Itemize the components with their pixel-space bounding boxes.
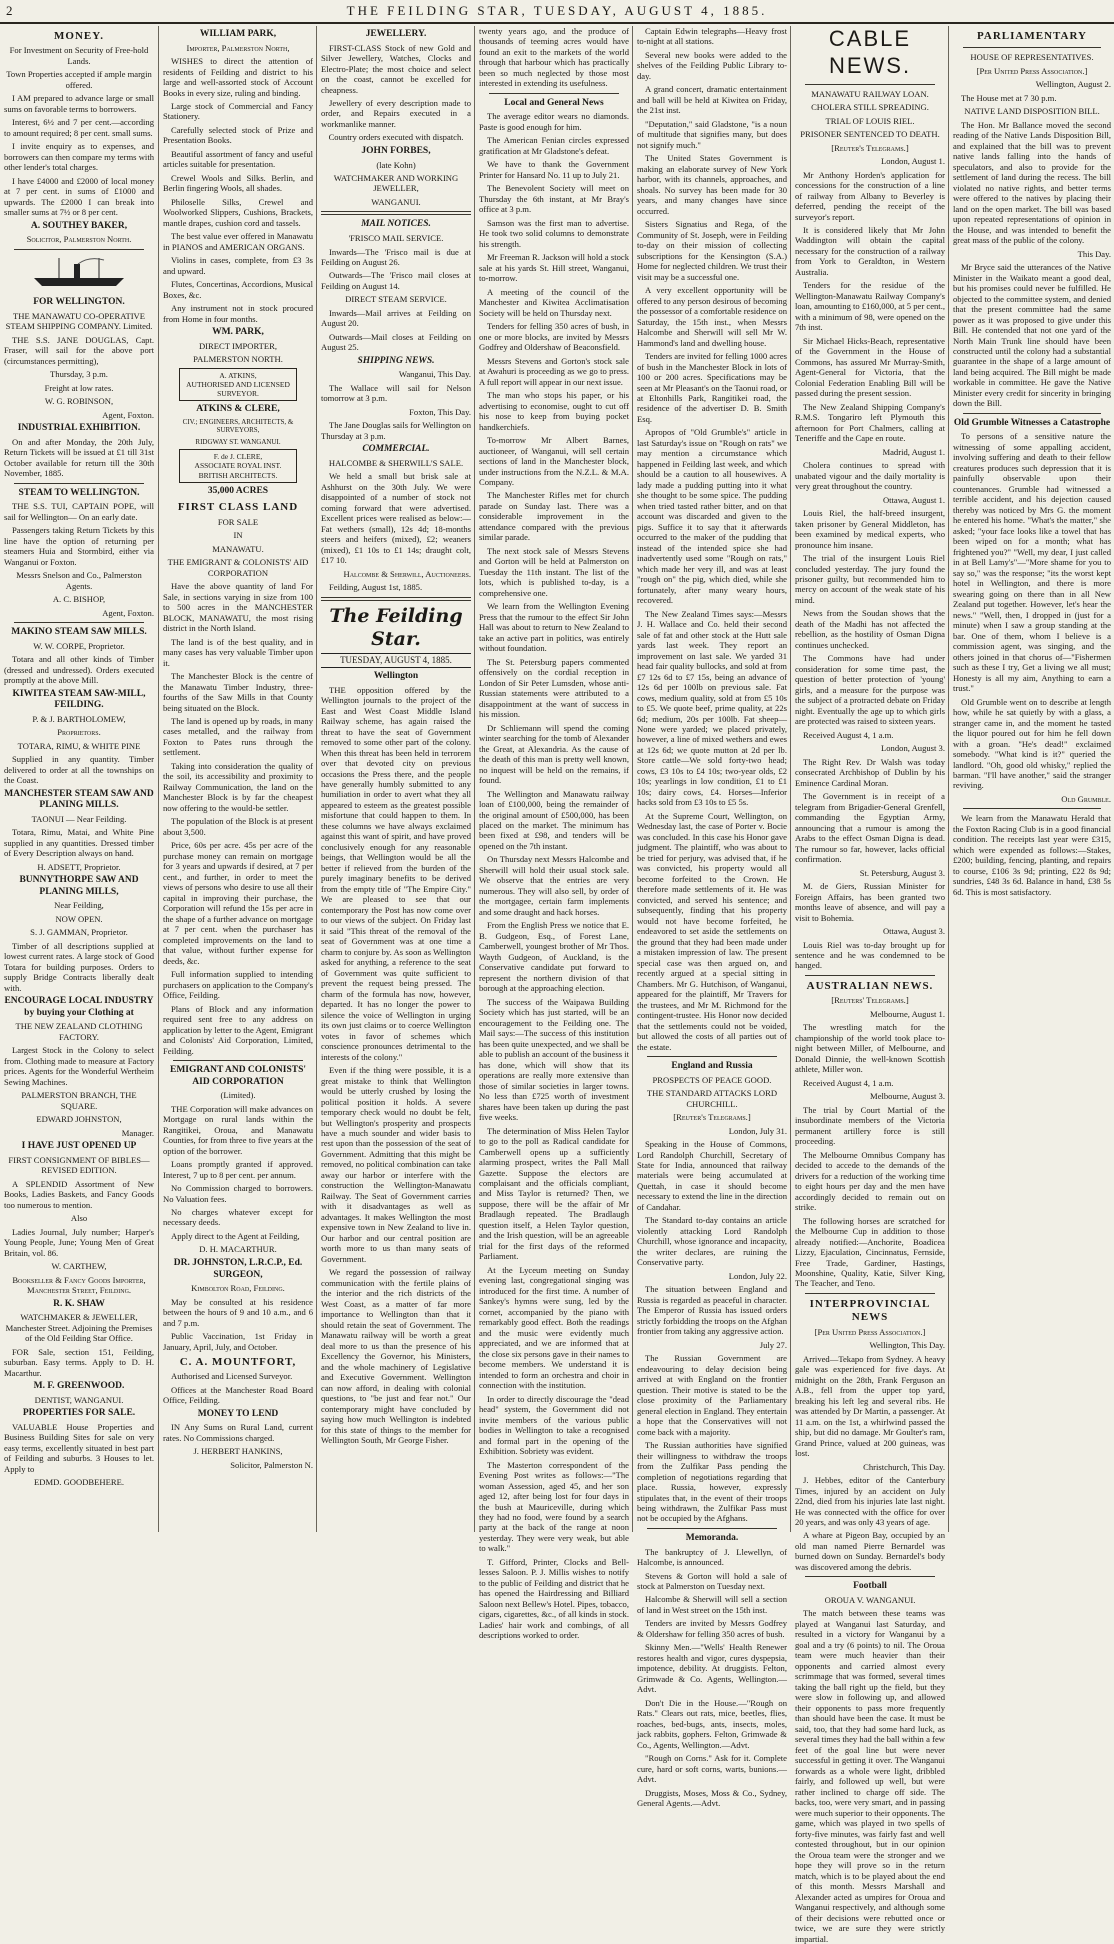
ad-name: DR. JOHNSTON, L.R.C.P., Ed. SURGEON,	[173, 1257, 303, 1280]
subheading: [Reuter's Telegrams.]	[831, 142, 909, 153]
dateline: Wellington, This Day.	[869, 1340, 945, 1351]
ad-name: EMIGRANT AND COLONISTS' AID CORPORATION	[169, 1065, 307, 1087]
ad-name: PROPERTIES FOR SALE.	[22, 1408, 136, 1419]
article-text: Foxton, This Day.	[409, 406, 471, 417]
subheading: TRIAL OF LOUIS RIEL.	[825, 115, 915, 126]
news-item: The trial of the insurgent Louis Riel concluded yesterday. The jury found the prisoner guilty, but recommended him to mercy on account of the weak state of his mind.	[795, 553, 945, 605]
news-item: J. Hebbes, editor of the Canterbury Times, injured by an accident on July 22nd, died from his injuries late last night. He was connected with the office for over 20 years, and was only 43 years of age.	[795, 1475, 945, 1527]
ad-text: Carefully selected stock of Prize and Presentation Books.	[163, 124, 313, 146]
subheading: OROUA V. WANGANUI.	[824, 1595, 916, 1605]
article-text: Old Grumble.	[1061, 793, 1111, 804]
article-text: To persons of a sensitive nature the witnessing of some appalling accident, involving suffering and death to their fellow creatures produces such depression that it is painfully observable upon their countenances. Grumble had witnessed a terrible accident, and his dejection caused thereby was noticed by Mrs G. the moment he entered his home. "What's the matter," she asked; "your face looks like a towel that has been wiped on for a month; what has frightened you?" "Well, my dear, I just called in at Bell Lamy's"—"More shame for you to say so," was the response; "its the worst kept hotel in Wellington, and there is more swearing going on there than in all New Zealand put together. However, let's hear the news." "Well, then, I dropped in (just for a minute) when I saw a group standing at the bar. One of them, whom I believe is a commission agent, was singing, and the others joined in that chorus of—"Fishermen such as these I try, Get a living we all must; Honesty is all my aim, Anything to earn a trust."	[953, 431, 1111, 694]
ad-text: Crewel Wools and Silks. Berlin, and Berlin fingering Wools, all shades.	[163, 172, 313, 194]
ad-text: Offices at the Manchester Road Board Office, Feilding.	[163, 1384, 313, 1406]
masthead	[0, 0, 1114, 24]
ad-text: Solicitor, Palmerston N.	[230, 1459, 313, 1470]
news-item: Mr Bryce said the utterances of the Native Minister in the Waikato meant a good deal, but his promises could never be fulfilled. He objected to the committee system, and denied that the present committee had the same power as it was proposed to give under this Bill. He contended that not one yard of the North Main Trunk line should have been constructed until the colony had a substantial guarantee in the shape of a large amount of land being acquired. The Bill might be made workable in committee. He gave the Native Minister every credit for sincerity in bringing down the Bill.	[953, 262, 1111, 409]
news-item: It is considered likely that Mr John Waddington will obtain the capital necessary for the construction of a railway from York to Geraldton, in Western Australia.	[795, 224, 945, 277]
dateline: Christchurch, This Day.	[863, 1461, 945, 1472]
ad-name: STEAM TO WELLINGTON.	[18, 487, 140, 498]
news-item: Mr Anthony Horden's application for concessions for the construction of a line of railway from Albany to Beverley is deferred, pending the receipt of the surveyor's report.	[795, 169, 945, 222]
news-item: Louis Riel was to-day brought up for sentence and he was condemned to be hanged.	[795, 939, 945, 971]
ad-text: Supplied in any quantity. Timber delivered to order at all the townships on the Coast.	[4, 754, 154, 786]
news-item: The Hon. Mr Ballance moved the second reading of the Native Lands Disposition Bill, and explained that the bill was to prevent native lands falling into the hands of speculators, and also to provide for the settlement of land during the recess. The bill violated no native rights, and better terms were offered to the natives by placing their land on the open market. The bill was based upon repeated representations of opinion in the House, and was intended to benefit the great mass of the public of the colony.	[953, 119, 1111, 246]
ad-text: I have £4000 and £2000 of local money at 7 per cent. in sums of £1000 and upwards. The £2000 I can break into smaller sums at 7½ or 8 per cent.	[4, 175, 154, 218]
ad-text: Loans promptly granted if approved. Interest, 7 up to 8 per cent. per annum.	[163, 1159, 313, 1180]
ad-name: INDUSTRIAL EXHIBITION.	[17, 423, 141, 434]
ad-text: W. W. CORPE, Proprietor.	[33, 640, 125, 651]
ad-text: Passengers taking Return Tickets by this line have the option of returning per steamers Huia and Stormbird, either via Wanganui or Foxton.	[4, 525, 154, 567]
article-text: Outwards—The 'Frisco mail closes at Feilding on August 14.	[321, 270, 471, 291]
news-item: Skinny Men.—"Wells' Health Renewer restores health and vigor, cures dyspepsia, impotence, debility. At druggists. Felton, Grimwade & Co. Agents, Wellington.—Advt.	[637, 1642, 787, 1695]
section-heading: Football	[853, 1581, 887, 1592]
ad-text: H. ADSETT, Proprietor.	[37, 861, 121, 872]
news-item: The success of the Waipawa Building Society which has just started, will be an encouragement to the Feilding one. The Mail says:—The success of this institution has been quite unexpected, and we shall be able to publish an account of the business it has done, which will show that its operations are really more extensive than those of similar societies in larger towns. No less than £725 worth of investment shares have been taken up during the past five weeks.	[479, 996, 629, 1123]
ad-text: Thursday, 3 p.m.	[50, 369, 108, 380]
ad-name: M. F. GREENWOOD.	[33, 1381, 125, 1392]
article-text: twenty years ago, and the produce of thousands of teeming acres would have found an exit to the markets of the world through that harbour which has practically been so much neglected by those most interested in extending its usefulness.	[479, 26, 629, 89]
divider	[647, 1528, 777, 1529]
ad-text: The population of the Block is at present about 3,500.	[163, 816, 313, 837]
subheading: PROSPECTS OF PEACE GOOD.	[652, 1074, 772, 1085]
article-text: Halcombe & Sherwill, Auctioneers.	[343, 568, 471, 579]
news-item: Messrs Stevens and Gorton's stock sale at Awahuri is proceeding as we go to press. A full report will appear in our next issue.	[479, 355, 629, 387]
column-7	[948, 26, 1111, 1532]
ad-name: ATKINS & CLERE,	[196, 404, 280, 415]
ad-text: EDWARD JOHNSTON,	[36, 1114, 122, 1125]
news-item: Apropos of "Old Grumble's" article in last Saturday's issue on "Rough on rats" we may mention a circumstance which happened in Feilding last week, and which should be a caution to all housewives. A lady made a pudding putting into it what she thought to be some spice. The pudding when tried tasted rather bitter, and on that account was discarded and given to the pigs. Suffice it to say that it afterwards occurred to the maker of the pudding that instead of the intended spice she had inadvertently used some "Rough on rats," which made her very ill, and was at least "rough on" the pig, which died, while she fortunately, after many weary hours, recovered.	[637, 427, 787, 606]
news-item: The Melbourne Omnibus Company has decided to accede to the demands of the drivers for a reduction of the working time to eight hours per day and the men have accordingly decided to remain out on strike.	[795, 1149, 945, 1213]
news-item: At the Lyceum meeting on Sunday evening last, congregational singing was introduced for the first time. A number of Sankey's hymns were sung, led by the cornet, accompanied by the piano with remarkably good effect. Both the readings and the music were evidently much appreciated, and we are informed that at the close six persons gave in their names to become members. We understand it is intended to form an orchestra and choir in connection with the institution.	[479, 1264, 629, 1391]
ad-name: KIWITEA STEAM SAW-MILL, FEILDING.	[12, 688, 146, 711]
atkins-card	[179, 368, 297, 401]
page-number: 2	[6, 3, 13, 18]
ad-name: ENCOURAGE LOCAL INDUSTRY by buying your Clothing at	[4, 996, 154, 1018]
ad-text: THE S.S. TUI, CAPTAIN POPE, will sail for Wellington— On an early date.	[4, 501, 154, 522]
ad-text: Timber of all descriptions supplied at lowest current rates. A large stock of Good Totara for building purposes. Orders to supply Bridge Contracts liberally dealt with.	[4, 940, 154, 993]
news-item: The Wellington and Manawatu railway loan of £100,000, being the remainder of the original amount of £500,000, has been placed on the market. The minimum has been fixed at £98, and tenders will be opened on the 7th instant.	[479, 788, 629, 851]
news-item: The situation between England and Russia is regarded as peaceful in character. The Emperor of Russia has issued orders strictly forbidding the troops on the Afghan frontier from taking any aggressive action.	[637, 1284, 787, 1337]
news-item: The Masterton correspondent of the Evening Post writes as follows:—"The woman Assession, aged 45, and her son aged 12, after being lost for four days in the bush at Mauriceville, during which they had no food, were found by a search party at the back of the range at noon yesterday. They were very weak, but able to walk."	[479, 1459, 629, 1554]
dateline: Received August 4, 1 a.m.	[803, 729, 894, 740]
ad-name: C. A. MOUNTFORT,	[179, 1356, 297, 1368]
news-item: Tenders for the residue of the Wellington-Manawatu Railway Company's loan, amounting to £160,000, at 5 per cent., with a minimum of 98, were opened on the 7th inst.	[795, 280, 945, 333]
ad-text: Agent, Foxton.	[102, 409, 154, 420]
section-heading: MAIL NOTICES.	[361, 219, 431, 230]
masthead-title: THE FEILDING STAR, TUESDAY, AUGUST 4, 1885.	[346, 3, 768, 18]
ad-text: DENTIST, WANGANUI.	[34, 1394, 124, 1405]
news-item: The St. Petersburg papers commented offensively on the cordial reception in London of Sir Peter Lumsden, whose anti-Russian statements were attributed to a disappointment at the want of success in his mission.	[479, 656, 629, 720]
dateline: Wellington, August 2.	[1035, 79, 1111, 90]
news-item: Arrived—Tekapo from Sydney. A heavy gale was experienced for five days. At midnight on the 28th, Frank Ferguson an A.B., fell from the upper top yard, breaking his left leg and several ribs. He was attended by Dr Martin, a passenger. At 11 a.m. on the 1st, a whirlwind passed the ship, but did no damage. Mr Goulter's ram, Grand Prince, valued at 200 guineas, was lost.	[795, 1353, 945, 1459]
ad-text: Any instrument not in stock procured from Home in four months.	[163, 303, 313, 324]
section-heading: SHIPPING NEWS.	[357, 355, 435, 366]
divider	[963, 47, 1101, 48]
ad-text: FOR Sale, section 151, Feilding, suburban. Easy terms. Apply to D. H. Macarthur.	[4, 1346, 154, 1378]
divider	[805, 975, 935, 976]
ad-text: Proprietors.	[57, 727, 101, 738]
columns	[4, 26, 1111, 1944]
subheading: HOUSE OF REPRESENTATIVES.	[970, 52, 1094, 63]
news-item: The determination of Miss Helen Taylor to go to the poll as Radical candidate for Camberwell opens up a sufficiently alarming prospect, writes the Pall Mall Gazette. Suppose the electors are complaisant and the officials compliant, and Miss Taylor is returned? Then, we suppose, there will be the affair of Mr Bradlaugh repeated. The Bradlaugh question itself, a Helen Taylor question, and the Irish question, will be an agreeable trial for the first days of the reformed Parliament.	[479, 1125, 629, 1262]
ad-text: Agent, Foxton.	[102, 607, 154, 618]
news-item: The New Zealand Times says:—Messrs J. H. Wallace and Co. held their second sale of fat and other stock at the Hutt sale yards last week. They report an improvement on last sale. We yarded 31 head fair quality bullocks, and sold at from £7 12s 6d to £7 15s, being an advance of 12s 6d per 100lb on previous sale. Fat cows, medium quality, sold at from £5 10s to £5. We quote beef, prime quality, at 22s 6d; medium, 20s per 100lb. Fat sheep—None were yarded; we placed privately, however, a line of mixed wethers and ewes at 12s 6d; we quote mutton at 2d per lb. Store cattle—We sold forty-two head; cows, £3 10s to £4 10s; two-year olds, £2 10s; yearlings in low condition, £1 to £1 10s; dairy cows, £4. Horses—Inferior hacks sold from £3 10s to £5 5s.	[637, 608, 787, 808]
news-item: The United States Government is making an elaborate survey of New York harbor, with its channels, approaches, and shoals. No survey has been made for 30 years, and many changes have since occurred.	[637, 153, 787, 216]
ad-name: WILLIAM PARK,	[199, 29, 277, 39]
news-item: News from the Soudan shows that the death of the Madhi has not affected the rebellion, as the hostility of Osman Digna continues unchecked.	[795, 608, 945, 650]
ad-text: EDMD. GOODBEHERE.	[34, 1477, 124, 1488]
news-item: The Russian Government are endeavouring to delay decision being arrived at with England on the frontier question. Their motive is stated to be the close proximity of the Parliamentary general election in England. They entertain a hope that the Conservatives will not come back with a majority.	[637, 1353, 787, 1437]
news-item: In order to directly discourage the "dead head" system, the Government did not invite members of the various public bodies in Wellington to take a recognised and formal part in the opening of the Exhibition. Sobriety was evident.	[479, 1393, 629, 1457]
ad-text: THE EMIGRANT & COLONISTS' AID CORPORATION	[167, 557, 309, 578]
news-item: The next stock sale of Messrs Stevens and Gorton will be held at Palmerston on Tuesday the 11th instant. The list of the lots, which is published to-day, is a comprehensive one.	[479, 545, 629, 598]
ad-text: Bookseller & Fancy Goods Importer, Manchester Street, Feilding.	[12, 1274, 146, 1296]
article-text: HALCOMBE & SHERWILL'S SALE.	[328, 457, 464, 468]
nameplate-date: TUESDAY, AUGUST 4, 1885.	[321, 653, 471, 668]
ad-text: AUTHORISED AND LICENSED SURVEYOR.	[186, 379, 290, 399]
ad-text: Country orders executed with dispatch.	[328, 132, 464, 143]
ad-name: BUNNYTHORPE SAW AND PLANING MILLS,	[19, 875, 139, 897]
ad-text: WATCHMAKER AND WORKING JEWELLER,	[333, 173, 459, 194]
steamship-icon	[4, 256, 154, 290]
ad-text: NOW OPEN.	[55, 913, 103, 924]
ad-text: Also	[70, 1213, 88, 1224]
dateline: Ottawa, August 1.	[882, 494, 945, 505]
news-item: We learn from the Wellington Evening Press that the rumour to the effect Sir John Hall was about to return to New Zealand to take an active part in politics, was entirely without foundation.	[479, 601, 629, 654]
news-item: The New Zealand Shipping Company's R.M.S. Tongariro left Plymouth this afternoon for Port Chalmers, calling at Teneriffe and the Cape en route.	[795, 401, 945, 444]
ad-name: A. SOUTHEY BAKER,	[30, 220, 128, 231]
section-heading: PARLIAMENTARY	[977, 30, 1087, 42]
money-heading: MONEY.	[54, 30, 104, 42]
news-item: The Government is in receipt of a telegram from Brigadier-General Grenfell, commanding the Egyptian Army, announcing that a rumour is among the Arabs to the effect Osman Digna is dead. The rumour so far, however, lacks official confirmation.	[795, 791, 945, 865]
ad-text: A. ATKINS,	[219, 370, 257, 380]
news-item: Tenders are invited for felling 1000 acres of bush in the Manchester Block in lots of 100 or 200 acres. Specifications may be seen at Mr Pleasant's on the Taonui road, or at Eltonhills Park, Rangitikei road, the residence of the advertiser D. B. Smith Esq.	[637, 351, 787, 424]
news-item: At the Supreme Court, Wellington, on Wednesday last, the case of Porter v. Bocie was concluded. In this case his Honor gave judgment. The plaintiff, who was about to be tried for perjury, was advised that, if he was convicted, his property would all become forfeited to the Crown. He therefore made settlements of it. He was convicted, and served his sentence; and subsequently, finding that his property would not have become forfeited, he endeavored to set aside the settlements on the ground that they had been made under a mistaken impression of law. The present special case was then argued on, and recently argued at a special sitting in Chambers. Mr G. Hutchison, of Wanganui, appeared for the plaintiff, Mr Travers for the trustees, and Mr M. Richmond for the contingent-trustee. His Honor now decided that the settlements could not be voided, but allowed the costs of all parties out of the estate.	[637, 810, 787, 1052]
divider	[14, 483, 144, 484]
clere-card	[179, 449, 297, 482]
ad-text: W. CARTHEW,	[51, 1261, 107, 1272]
divider	[14, 249, 144, 250]
news-item: Several new books were added to the shelves of the Feilding Public Library to-day.	[637, 49, 787, 81]
news-item: A grand concert, dramatic entertainment and ball will be held at Kiwitea on Friday, the 21st inst.	[637, 84, 787, 116]
article-text: Outwards—Mail closes at Feilding on August 25.	[321, 331, 471, 353]
news-item: The average editor wears no diamonds. Paste is good enough for him.	[479, 111, 629, 132]
ad-name: MONEY TO LEND	[197, 1408, 279, 1419]
ad-text: Ladies Journal, July number; Harper's Young People, June; Young Men of Great Britain, vol. 86.	[4, 1226, 154, 1258]
divider	[963, 413, 1101, 414]
news-item: On Thursday next Messrs Halcombe and Sherwill will hold their usual stock sale. We observe that the entries are very numerous. They will also sell, by order of the mortgagee, certain farm implements and some draught and hack horses.	[479, 854, 629, 917]
news-item: Cholera continues to spread with unabated vigour and the daily mortality is very great throughout the country.	[795, 460, 945, 492]
subheading: [Reuter's Telegrams.]	[673, 1112, 751, 1123]
ad-text: Flutes, Concertinas, Accordions, Musical Boxes, &c.	[163, 279, 313, 300]
news-item: We have to thank the Government Printer for Hansard No. 11 up to July 21.	[479, 159, 629, 180]
news-item: The Russian authorities have signified their willingness to withdraw the troops from the Zulfikar Pass pending the completion of negotiations regarding that place. Russia, however, expressly stipulates that, in the event of their troops being withdrawn, the Zulfikar Pass must not be occupied by the Afghans.	[637, 1440, 787, 1524]
ad-name: R. K. SHAW	[53, 1298, 105, 1309]
news-item: Tenders for felling 350 acres of bush, in one or more blocks, are invited by Messrs Godfrey and Oldershaw of Beaconsfield.	[479, 321, 629, 353]
article-text: The Wallace will sail for Nelson tomorrow at 3 p.m.	[321, 382, 471, 404]
news-item: The Benevolent Society will meet on Thursday the 6th instant, at Mr Bray's office at 3 p.m.	[479, 183, 629, 215]
ad-text: Public Vaccination, 1st Friday in January, April, July, and October.	[163, 1331, 313, 1352]
ad-text: Freight at low rates.	[44, 382, 114, 393]
article-text: Old Grumble went on to describe at length how, while he sat quietly by with a glass, a stranger came in, and the moment he tasted the liquor poured out for him he fell down with a groan. "He's dead!" exclaimed somebody. "What kind is it?" queried the landlord. "Oh, good old whisky," replied the barman. "I'll have another," said the stranger reviving.	[953, 696, 1111, 791]
dateline: Melbourne, August 1.	[870, 1008, 945, 1019]
ad-text: DIRECT IMPORTER,	[198, 340, 278, 351]
ad-text: TAONUI — Near Feilding.	[31, 813, 127, 824]
article-text: We learn from the Manawatu Herald that the Foxton Racing Club is in a good financial condition. The receipts last year were £315, which were expended as follows:—Stakes, £200; building, fencing, planting, and repairs to course, £106 3s 9d; printing, £22 8s 9d; sundries, £48 3s 6d. Balance in hand, £38 5s 6d. This is most satisfactory.	[953, 813, 1111, 897]
ad-text: RIDGWAY ST. WANGANUI.	[195, 437, 281, 446]
ad-text: THE S.S. JANE DOUGLAS, Capt. Fraser, will sail for the above port (circumstances permitting),	[4, 334, 154, 366]
ad-name: 35,000 ACRES	[207, 485, 269, 496]
news-item: Tenders are invited by Messrs Godfrey & Oldershaw for felling 350 acres of bush.	[637, 1618, 787, 1639]
ad-text: Kimbolton Road, Feilding.	[191, 1283, 285, 1294]
ad-text: J. HERBERT HANKINS,	[193, 1446, 283, 1457]
article-text: Feilding, August 1st, 1885.	[329, 582, 423, 593]
ad-text: Violins in cases, complete, from £3 3s and upward.	[163, 255, 313, 276]
ad-text: THE MANAWATU CO-OPERATIVE STEAM SHIPPING COMPANY. Limited.	[5, 310, 153, 332]
ad-text: (late Kohn)	[376, 159, 416, 170]
ad-text: I invite enquiry as to expenses, and borrowers can then compare my terms with other lender's total charges.	[4, 141, 154, 173]
section-heading: AUSTRALIAN NEWS.	[806, 979, 934, 992]
ad-text: W. G. ROBINSON,	[44, 396, 114, 407]
ad-text: Town Properties accepted if ample margin offered.	[6, 69, 152, 90]
ad-text: Plans of Block and any information required sent free to any address on application by letter to the Agent, Emigrant and Colonists' Aid Corporation, Limited, Feilding.	[163, 1003, 313, 1056]
dateline: London, July 22.	[728, 1270, 787, 1281]
section-heading: CABLE NEWS.	[828, 26, 912, 78]
ad-text: CIV.; ENGINEERS, ARCHITECTS, & SURVEYORS,	[182, 417, 294, 435]
section-heading: Memoranda.	[685, 1532, 739, 1543]
ad-name: MAKINO STEAM SAW MILLS.	[11, 627, 147, 638]
ad-text: WATCHMAKER & JEWELLER, Manchester Street. Adjoining the Premises of the Old Feilding Star Office.	[5, 1312, 153, 1344]
column-1	[4, 26, 154, 1532]
news-item: Sisters Signatius and Rega, of the Community of St. Joseph, were in Feilding to-day on their mission of collecting subscriptions for the Kensington (S.A.) Home for neglected children. We trust their visit may be a successful one.	[637, 219, 787, 282]
ad-text: The best value ever offered in Manawatu in PIANOS and AMERICAN ORGANS.	[163, 231, 313, 252]
dateline: July 27.	[759, 1339, 787, 1350]
section-heading: Old Grumble Witnesses a Catastrophe	[953, 417, 1111, 428]
dateline: London, July 31.	[728, 1125, 787, 1136]
news-item: The following horses are scratched for the Melbourne Cup in addition to those already notified:—Anchorite, Boadicea Lizzy, Ejaculation, Cincinnatus, Fernside, Free Trade, Gardiner, Hastings, Moonshine, Quality, Katie, Silver King, The Teacher, and Teno.	[795, 1215, 945, 1289]
subheading: [Reuters' Telegrams.]	[831, 995, 909, 1006]
news-item: A whare at Pigeon Bay, occupied by an old man named Pierre Bernardel was burned down on Sunday. Bernardel's body was discovered among the debris.	[795, 1530, 945, 1572]
divider	[805, 1576, 935, 1577]
news-item: The Standard to-day contains an article violently attacking Lord Randolph Churchill, whose ignorance and incapacity, the writer declares, are ruining the Conservative party.	[637, 1215, 787, 1268]
divider	[321, 597, 471, 601]
ad-text: S. J. GAMMAN, Proprietor.	[30, 927, 128, 938]
dateline: This Day.	[1077, 248, 1111, 259]
ad-text: Importer, Palmerston North,	[186, 42, 290, 53]
news-item: To-morrow Mr Albert Barnes, auctioneer, of Wanganui, will sell certain sections of land in the Manchester block, under instructions from the N.Z.L. & M.A. Company.	[479, 435, 629, 487]
subheading: [Per United Press Association.]	[976, 65, 1088, 76]
news-item: The trial by Court Martial of the insubordinate members of the Victoria permanent artillery force is still proceeding.	[795, 1104, 945, 1147]
ad-text: FIRST-CLASS Stock of new Gold and Silver Jewellery, Watches, Clocks and Electro-Plate; the most choice and select on the coast, cannot be excelled for cheapness.	[321, 42, 471, 95]
ad-text: Manager.	[121, 1127, 154, 1138]
news-item: Halcombe & Sherwill will sell a section of land in West street on the 15th inst.	[637, 1594, 787, 1615]
divider	[805, 84, 935, 85]
news-item: "Rough on Corns." Ask for it. Complete cure, hard or soft corns, warts, bunions.—Advt.	[637, 1753, 787, 1785]
news-item: Druggists, Moses, Moss & Co., Sydney, General Agents.—Advt.	[637, 1787, 787, 1809]
ad-text: Taking into consideration the quality of the soil, its accessibility and proximity to Railway Communication, the land on the Manchester Block is by far the cheapest now offering to the would-be settler.	[163, 760, 313, 813]
news-item: From the English Press we notice that E. B. Gudgeon, Esq., of Forest Lane, Camberwell, youngest brother of Mr Thos. Wayth Gudgeon, of Auckland, is the Conservative candidate put forward to represent the northern division of that borough at the approaching election.	[479, 920, 629, 994]
ad-text: Solicitor, Palmerston North.	[26, 234, 132, 245]
news-item: Louis Riel, the half-breed insurgent, taken prisoner by General Middleton, has been examined by medical experts, who pronounce him insane.	[795, 508, 945, 550]
ad-text: Price, 60s per acre. 45s per acre of the purchase money can remain on mortgage for 3 years and upwards if desired, at 7 per cent., and further, in order to meet the views of persons who desire to use all their capital in improving their purchase, the Corporation will refund the 15s per acre in the shape of a further advance on mortgage at 7 per cent. when the purchaser has completed improvements on the land to that value, without further expense for deeds, &c.	[163, 840, 313, 966]
section-heading: England and Russia	[671, 1061, 753, 1072]
ad-text: TOTARA, RIMU, & WHITE PINE	[17, 740, 141, 751]
news-item: The wrestling match for the championship of the world took place to-night between Miller, of Melbourne, and Donald Dinnie, the well-known Scottish athlete, Miller won.	[795, 1022, 945, 1075]
ad-text: Largest Stock in the Colony to select from. Clothing made to measure at Factory prices. Agents for the Wonderful Wertheim Sewing Machines.	[4, 1045, 154, 1087]
dateline: St. Petersburg, August 3.	[859, 867, 945, 878]
dateline: Ottawa, August 3.	[882, 926, 945, 937]
newspaper-nameplate: The Feilding Star.	[329, 604, 463, 650]
news-item: The Commons have had under consideration for some time past, the question of better protection of 'young' girls, and a measure for the purpose was the subject of a protracted debate on Friday night. Eventually the age up to which girls are protected was raised to sixteen years.	[795, 653, 945, 727]
news-item: Mr Freeman R. Jackson will hold a stock sale at his yards St. Hill street, Wanganui, to-morrow.	[479, 252, 629, 284]
ad-text: Messrs Snelson and Co., Palmerston Agents.	[16, 570, 142, 591]
divider	[173, 1060, 303, 1061]
ad-text: PALMERSTON BRANCH, THE SQUARE.	[21, 1090, 137, 1111]
ad-text: Beautiful assortment of fancy and useful articles suitable for presentation.	[163, 148, 313, 170]
ad-text: Authorised and Licensed Surveyor.	[171, 1371, 293, 1382]
news-item: A very excellent opportunity will be offered to any person desirous of becoming the possessor of a comfortable residence on Saturday, the 15th inst., when Messrs Halcombe and Sherwill will sell Mr W. Hammond's land and dwelling house.	[637, 285, 787, 348]
ad-text: IN Any Sums on Rural Land, current rates. No Commissions charged.	[163, 1422, 313, 1443]
article-text: Even if the thing were possible, it is a great mistake to think that Wellington would be utterly crushed by losing the political position it holds. A severe temporary check would no doubt be felt, but Wellington's prosperity and prospects have a much sounder and wider basis to rest upon than the possession of the seat of Government. Admitting that this might be removed, no political combination can take away our harbor or interfere with the construction the Wellington-Manawatu Railway. The Seat of Government carries with it disadvantages as well as advantages. It makes Wellington the most expensive town in New Zealand to live in. Our harbor and our central position are worth more to us than many seats of Government.	[321, 1065, 471, 1264]
ad-name: MANCHESTER STEAM SAW AND PLANING MILLS.	[4, 788, 154, 811]
ad-text: Large stock of Commercial and Fancy Stationery.	[163, 101, 313, 122]
ad-text: ASSOCIATE ROYAL INST. BRITISH ARCHITECTS.	[194, 461, 282, 480]
ad-name: FIRST CLASS LAND	[177, 501, 299, 514]
article-text: THE opposition offered by the Wellington journals to the project of the East and West Coast Middle Island Railway scheme, has again raised the threat to have the seat of Government removed to some other part of the colony. When this threat has been held in terrorem over that devoted city on previous occasions the Press there, and the people have generally humbly submitted to any humiliation in order to avert what they all appeared to esteem as the greatest possible misfortune that could happen to them. In these columns we have always exclaimed against this want of spirit, and have proved conclusively enough for any reasonable beings, that Wellington would be all the better if relieved from the burden of the purely imaginary benefits to be derived from the empty title of "The Empire City." We are pleased to see that our contemporary the Post has now come over to our views of the subject. On Friday last it said "This threat of the removal of the seat of Government was at one time a charm to conjure by. As soon as Wellington asked for anything, a reference to the seat of Government was quite sufficient to prevent the request being pressed. The charm of the formula has now, however, departed. It has no longer the power to silence the voice of Wellington in urging its own just claims or to coerce Wellington votes in favor of schemes which conscience pronounces detrimental to the interests of the colony."	[321, 684, 471, 1062]
column-6	[790, 26, 945, 1944]
news-item: The American Fenian circles expressed gratification at Mr Gladstone's defeat.	[479, 135, 629, 156]
divider	[489, 93, 619, 94]
subheading: NATIVE LAND DISPOSITION BILL.	[964, 106, 1100, 117]
article-text: DIRECT STEAM SERVICE.	[345, 294, 447, 305]
ad-text: A. C. BISHOP,	[52, 594, 106, 605]
subheading: [Per United Press Association.]	[814, 1326, 926, 1337]
ad-text: WANGANUI.	[371, 196, 421, 207]
news-item: The match between these teams was played at Wanganui last Saturday, and resulted in a victory for Wanganui by a goal and a try (6 points) to nil. The Oroua team were much heavier than their opponents and carried almost every scrimmage that was formed, several times taking the ball right up the field, but they were slow in following up, and allowed their opponents to pass more frequently than should have been the case. It must be said, too, that they had some hard luck, as several times they had the ball within a few feet of the goal line but were never successful in getting it over. The Wanganui forwards as a whole were light, dribbled fairly, and followed up well, but were rather inclined to charge off side. The backs, too, were very smart, and in passing were much superior to their opponents. The game, which was played in two spells of forty-five minutes, was fairly fast and well contested throughout, but in our opinion the Oroua team were the stronger and we hope they will prove so in the return match, which is to be played about the end of this month. Messrs Marshall and Alexander acted as umpires for Oroua and Wanganui respectively, and although some of their decisions were rebutted once or twice, we are sure they were strictly impartial.	[795, 1608, 945, 1944]
news-item: "Deputation," said Gladstone, "is a noun of multitude that signifies many, but does not signify much."	[637, 118, 787, 150]
ad-text: MANAWATU.	[212, 543, 264, 554]
dateline: London, August 1.	[881, 156, 945, 167]
subheading: PRISONER SENTENCED TO DEATH.	[800, 129, 940, 140]
news-item: The House met at 7 30 p.m.	[961, 92, 1057, 103]
news-item: T. Gifford, Printer, Clocks and Bell-lesses Saloon. P. J. Millis wishes to notify to the public of Feilding and district that he has opened the Hairdressing and Billiard Saloon next Bellew's Hotel. Pipes, tobacco, cigars, cigarettes, &c., of all kinds in stock. Ladies' hair work and combings, of all descriptions worked to order.	[479, 1556, 629, 1641]
column-5	[632, 26, 787, 1809]
news-item: The Right Rev. Dr Walsh was today consecrated Archbishop of Dublin by his Eminence Cardinal Moran.	[795, 756, 945, 788]
news-item: A meeting of the council of the Manchester and Kiwitea Acclimatisation Society will be held on Thursday next.	[479, 286, 629, 318]
article-text: Inwards—The 'Frisco mail is due at Feilding on August 26.	[321, 246, 471, 267]
subheading: THE STANDARD ATTACKS LORD CHURCHILL.	[646, 1088, 778, 1109]
ad-text: PALMERSTON NORTH.	[193, 354, 283, 365]
ad-text: Interest, 6½ and 7 per cent.—according to amount required; 8 per cent. small sums.	[4, 117, 154, 138]
ad-text: The land is opened up by roads, in many cases metalled, and the railway from Foxton to Pates runs through the settlement.	[163, 715, 313, 758]
divider	[963, 808, 1101, 809]
ad-text: For Investment on Security of Free-hold Lands.	[9, 45, 149, 66]
article-text: 'FRISCO MAIL SERVICE.	[348, 233, 444, 244]
ad-text: Full information supplied to intending purchasers on application to the Company's Office, Feilding.	[163, 969, 313, 1001]
news-item: The bankruptcy of J. Llewellyn, of Halcombe, is announced.	[637, 1546, 787, 1568]
divider	[14, 622, 144, 623]
ad-text: On and after Monday, the 20th July, Return Tickets will be issued at £1 till 31st October available for return till the 30th November, 1885.	[4, 436, 154, 479]
ad-text: D. H. MACARTHUR.	[199, 1244, 277, 1255]
article-heading: Wellington	[373, 671, 419, 682]
divider	[321, 211, 471, 215]
divider	[805, 1293, 935, 1294]
ad-text: No Commission charged to borrowers. No Valuation fees.	[163, 1183, 313, 1204]
ad-text: No charges whatever except for necessary deeds.	[163, 1207, 313, 1228]
article-text: We held a small but brisk sale at Ashhurst on the 30th July. We were disappointed of a number of stock not coming forward that were advertised. Excellent prices were realised as below:—Fat wethers (small), 12s 4d; 18-months steers and heifers (mixed), £2; weaners (mixed), £1 10s to £1 14s; draught colt, £17 10.	[321, 471, 471, 566]
ad-text: I AM prepared to advance large or small sums on favorable terms to borrowers.	[4, 93, 154, 114]
ad-name: I HAVE JUST OPENED UP	[21, 1141, 137, 1152]
ad-name: FOR WELLINGTON.	[33, 297, 125, 308]
ad-name: JOHN FORBES,	[361, 145, 431, 156]
section-heading: INTERPROVINCIAL NEWS	[809, 1297, 931, 1324]
ad-text: Jewellery of every description made to order, and Repairs executed in a workmanlike manner.	[321, 98, 471, 129]
ad-text: Philoselle Silks, Crewel and Woolworked Slippers, Cushions, Brackets, mantle drapes, cushion cord and tassels.	[163, 196, 313, 228]
ad-text: The Manchester Block is the centre of the Manawatu Timber Industry, three-fourths of the Saw Mills in that County being situated on the Block.	[163, 671, 313, 713]
article-text: The Jane Douglas sails for Wellington on Thursday at 3 p.m.	[321, 420, 471, 441]
ad-text: Totara, Rimu, Matai, and White Pine supplied in any quantities. Dressed timber of Every Description always on hand.	[4, 827, 154, 859]
ad-text: (Limited).	[220, 1090, 256, 1101]
ad-text: IN	[233, 530, 243, 541]
article-text: Wanganui, This Day.	[398, 369, 471, 380]
article-text: We regard the possession of railway communication with the fertile plains of the interior and the rich districts of the West Coast, as a matter of far more importance to Wellington than that it should retain the seat of Government. The Manawatu railway will be worth a great deal more to us than the presence of his Excellency the Governor, his Ministers, and the whole machinery of Legislative and Executive Government. Wellington can now afford, in dealing with colonial questions, to "be just and fear not." Our contemporary might have concluded by saying how much Wellington is indebted for this state of things to the member for Wellington South, Mr George Fisher.	[321, 1267, 471, 1446]
ad-text: FIRST CONSIGNMENT OF BIBLES—REVISED EDITION.	[8, 1154, 150, 1176]
news-item: M. de Giers, Russian Minister for Foreign Affairs, has been granted two months leave of absence, and will pay a visit to Bohemia.	[795, 881, 945, 923]
article-text: Inwards—Mail arrives at Feilding on August 20.	[321, 307, 471, 329]
subheading: CHOLERA STILL SPREADING.	[811, 102, 929, 113]
news-item: Dr Schliemann will spend the coming winter searching for the tomb of Alexander the Great, at Alexandria. As the cause of the death of this man is pretty well known, no inquest will be held on the remains, if found.	[479, 722, 629, 786]
ad-text: Apply direct to the Agent at Feilding,	[171, 1230, 300, 1241]
ad-text: WISHES to direct the attention of residents of Feilding and district to his large and well-assorted stock of Account Books in every size, ruling and binding.	[163, 56, 313, 98]
news-item: The man who stops his paper, or his advertising to economise, ought to cut off his nose to keep from buying pocket handkerchiefs.	[479, 390, 629, 432]
ad-text: Near Feilding,	[54, 900, 104, 911]
news-item: Samson was the first man to advertise. He took two solid columns to demonstrate his strength.	[479, 217, 629, 249]
divider	[647, 1056, 777, 1057]
ad-text: May be consulted at his residence between the hours of 9 and 10 a.m., and 6 and 7 p.m.	[163, 1296, 313, 1328]
ad-text: VALUABLE House Properties and Business Building Sites for sale on very easy terms, excellently situated in best part of Feilding and suburbs. 3 Houses to let. Apply to	[4, 1421, 154, 1474]
ad-text: FOR SALE	[217, 516, 259, 527]
dateline: Madrid, August 1.	[882, 446, 945, 457]
news-item: Sir Michael Hicks-Beach, representative of the Government in the House of Commons, has assured Mr Murray-Smith, Agent-General for Victoria, that the Colonial Federation Enabling Bill will be passed during the present session.	[795, 335, 945, 399]
ad-text: The land is of the best quality, and in many cases has very valuable Timber upon it.	[163, 636, 313, 668]
dateline: Melbourne, August 3.	[870, 1091, 945, 1102]
dateline: Received August 4, 1 a.m.	[803, 1077, 894, 1088]
ad-text: THE Corporation will make advances on Mortgage on rural lands within the Rangitikei, Oroua, and Manawatu Counties, for from three to five years at the option of the borrower.	[163, 1103, 313, 1156]
news-item: Speaking in the House of Commons, Lord Randolph Churchill, Secretary of State for India, announced that railway materials were being accumulated at Quettah, in case it should become necessary to extend the line in the direction of Candahar.	[637, 1139, 787, 1212]
subheading: MANAWATU RAILWAY LOAN.	[811, 88, 929, 99]
column-2	[158, 26, 313, 1532]
ad-name: WM. PARK,	[212, 327, 264, 338]
section-heading: COMMERCIAL.	[362, 444, 430, 455]
news-item: Don't Die in the House.—"Rough on Rats." Clears out rats, mice, beetles, flies, roaches, bed-bugs, ants, insects, moles, jack rabbits, gophers. Felton, Grimwade & Co., Agents, Wellington.—Advt.	[637, 1697, 787, 1750]
ad-text: Totara and all other kinds of Timber (dressed and undressed). Orders executed promptly at the above Mill.	[4, 654, 154, 686]
news-item: Captain Edwin telegraphs—Heavy frost to-night at all stations.	[637, 26, 787, 47]
ad-text: A SPLENDID Assortment of New Books, Ladies Baskets, and Fancy Goods too numerous to mention.	[4, 1178, 154, 1210]
dateline: London, August 3.	[881, 743, 945, 754]
ad-text: P. & J. BARTHOLOMEW,	[32, 713, 126, 724]
ad-text: THE NEW ZEALAND CLOTHING FACTORY.	[15, 1021, 143, 1042]
section-heading: Local and General News	[504, 97, 604, 108]
column-3	[316, 26, 471, 1532]
ad-name: JEWELLERY.	[365, 29, 427, 39]
news-item: Stevens & Gorton will hold a sale of stock at Palmerston on Tuesday next.	[637, 1570, 787, 1591]
news-item: The Manchester Rifles met for church parade on Sunday last. There was a considerable improvement in the attendance compared with the previous similar parade.	[479, 490, 629, 543]
ad-text: F. de J. CLERE,	[213, 452, 263, 462]
ad-text: Have the above quantity of land For Sale, in sections varying in size from 100 to 500 acres in the MANCHESTER BLOCK, MANAWATU, the most rising district in the North Island.	[163, 581, 313, 634]
column-4	[474, 26, 629, 1641]
